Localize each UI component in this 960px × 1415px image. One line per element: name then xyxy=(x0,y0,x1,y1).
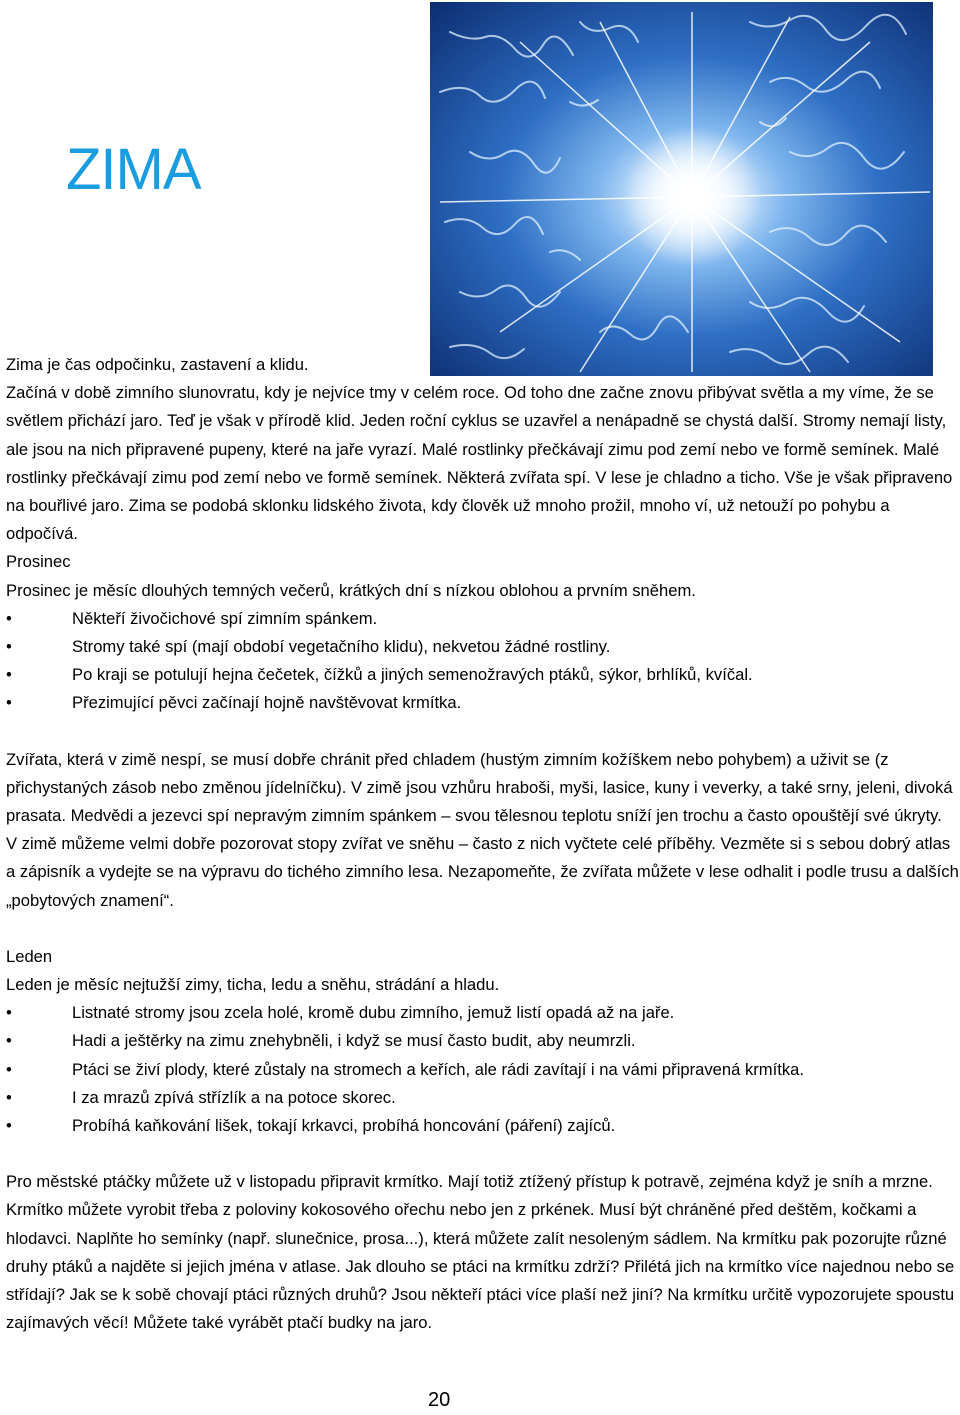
tracks-paragraph: V zimě můžeme velmi dobře pozorovat stopy zvířat ve sněhu – často z nich vyčtete celé příběhy. Vezměte si s sebou dobrý atlas a zápisník a vydejte se na výpravu do tichého zimního lesa. Nezapomeňte, že zvířata můžete v lese odhalit i podle trusu a dalších „pobytových znamení“. xyxy=(6,834,959,910)
page-title: ZIMA xyxy=(66,137,201,202)
spacer xyxy=(6,915,960,943)
spacer xyxy=(6,1140,960,1168)
spacer xyxy=(6,718,960,746)
frost-crystals-graphic xyxy=(430,2,933,376)
list-item: • Po kraji se potulují hejna čečetek, čížků a jiných semenožravých ptáků, sýkor, brhlíků, kvíčal. xyxy=(6,661,960,689)
prosinec-heading: Prosinec xyxy=(6,552,71,572)
list-item: • Stromy také spí (mají období vegetačního klidu), nekvetou žádné rostliny. xyxy=(6,633,960,661)
leden-text: Leden je měsíc nejtužší zimy, ticha, ledu a sněhu, strádání a hladu. xyxy=(6,975,500,995)
prosinec-text: Prosinec je měsíc dlouhých temných večerů, krátkých dní s nízkou oblohou a prvním sněhem. xyxy=(6,580,696,600)
intro-paragraph: Začíná v době zimního slunovratu, kdy je nejvíce tmy v celém roce. Od toho dne začne znovu přibývat světla a my víme, že se světlem přichází jaro. Teď je však v přírodě klid. Jeden roční cyklus se uzavřel a nenápadně se chystá další. Stromy nemají listy, ale jsou na nich připravené pupeny, které na jaře vyrazí. Malé rostlinky přečkávají zimu pod zemí nebo ve formě semínek. Malé rostlinky přečkávají zimu pod zemí nebo ve formě semínek. Některá zvířata spí. V lese je chladno a ticho. Vše je však připraveno na bouřlivé jaro. Zima se podobá sklonku lidského života, kdy člověk už mnoho prožil, mnoho ví, už netouží po pohybu a odpočívá. xyxy=(6,383,953,544)
list-item: • Listnaté stromy jsou zcela holé, kromě dubu zimního, jemuž listí opadá až na jaře. xyxy=(6,999,960,1027)
list-item: • Ptáci se živí plody, které zůstaly na stromech a keřích, ale rádi zavítají i na vámi připravená krmítka. xyxy=(6,1056,960,1084)
feeder-paragraph: Pro městské ptáčky můžete už v listopadu připravit krmítko. Mají totiž ztížený přístup k potravě, zejména když je sníh a mrzne. Krmítko můžete vyrobit třeba z poloviny kokosového ořechu nebo jen z prkének. Musí být chráněné před deštěm, kočkami a hlodavci. Naplňte ho semínky (např. slunečnice, prosa...), která můžete zalít nesoleným sádlem. Na krmítku pak pozorujte různé druhy ptáků a najděte si jejich jména v atlase. Jak dlouho se ptáci na krmítku zdrží? Přilétá jich na krmítko více najednou nebo se střídají? Jak se k sobě chovají ptáci různých druhů? Jsou někteří ptáci více plaší než jiní? Na krmítku určitě vypozorujete spoustu zajímavých věcí! Můžete také vyrábět ptačí budky na jaro. xyxy=(6,1172,955,1333)
animals-paragraph: Zvířata, která v zimě nespí, se musí dobře chránit před chladem (hustým zimním kožíškem nebo pohybem) a uživit se (z přichystaných zásob nebo změnou jídelníčku). V zimě jsou vzhůru hraboši, myši, lasice, kuny i veverky, a také srny, jeleni, divoká prasata. Medvědi a jezevci spí nepravým zimním spánkem – svou tělesnou teplotu sníží jen trochu a často opouštějí své úkryty. xyxy=(6,749,953,826)
leden-bullet-list xyxy=(6,999,960,1140)
page-number: 20 xyxy=(428,1389,451,1411)
list-item: • I za mrazů zpívá střízlík a na potoce skorec. xyxy=(6,1084,960,1112)
prosinec-bullet-list xyxy=(6,605,960,718)
list-item: • Přezimující pěvci začínají hojně navštěvovat krmítka. xyxy=(6,689,960,717)
list-item: • Hadi a ještěrky na zimu znehybněli, i když se musí často budit, aby neumrzli. xyxy=(6,1027,960,1055)
intro-sentence: Zima je čas odpočinku, zastavení a klidu. xyxy=(6,355,309,374)
frost-crystals-photo xyxy=(430,2,933,376)
list-item: • Někteří živočichové spí zimním spánkem. xyxy=(6,605,960,633)
list-item: • Probíhá kaňkování lišek, tokají krkavci, probíhá honcování (páření) zajíců. xyxy=(6,1112,960,1140)
article-body xyxy=(6,351,960,1338)
leden-heading: Leden xyxy=(6,946,53,966)
